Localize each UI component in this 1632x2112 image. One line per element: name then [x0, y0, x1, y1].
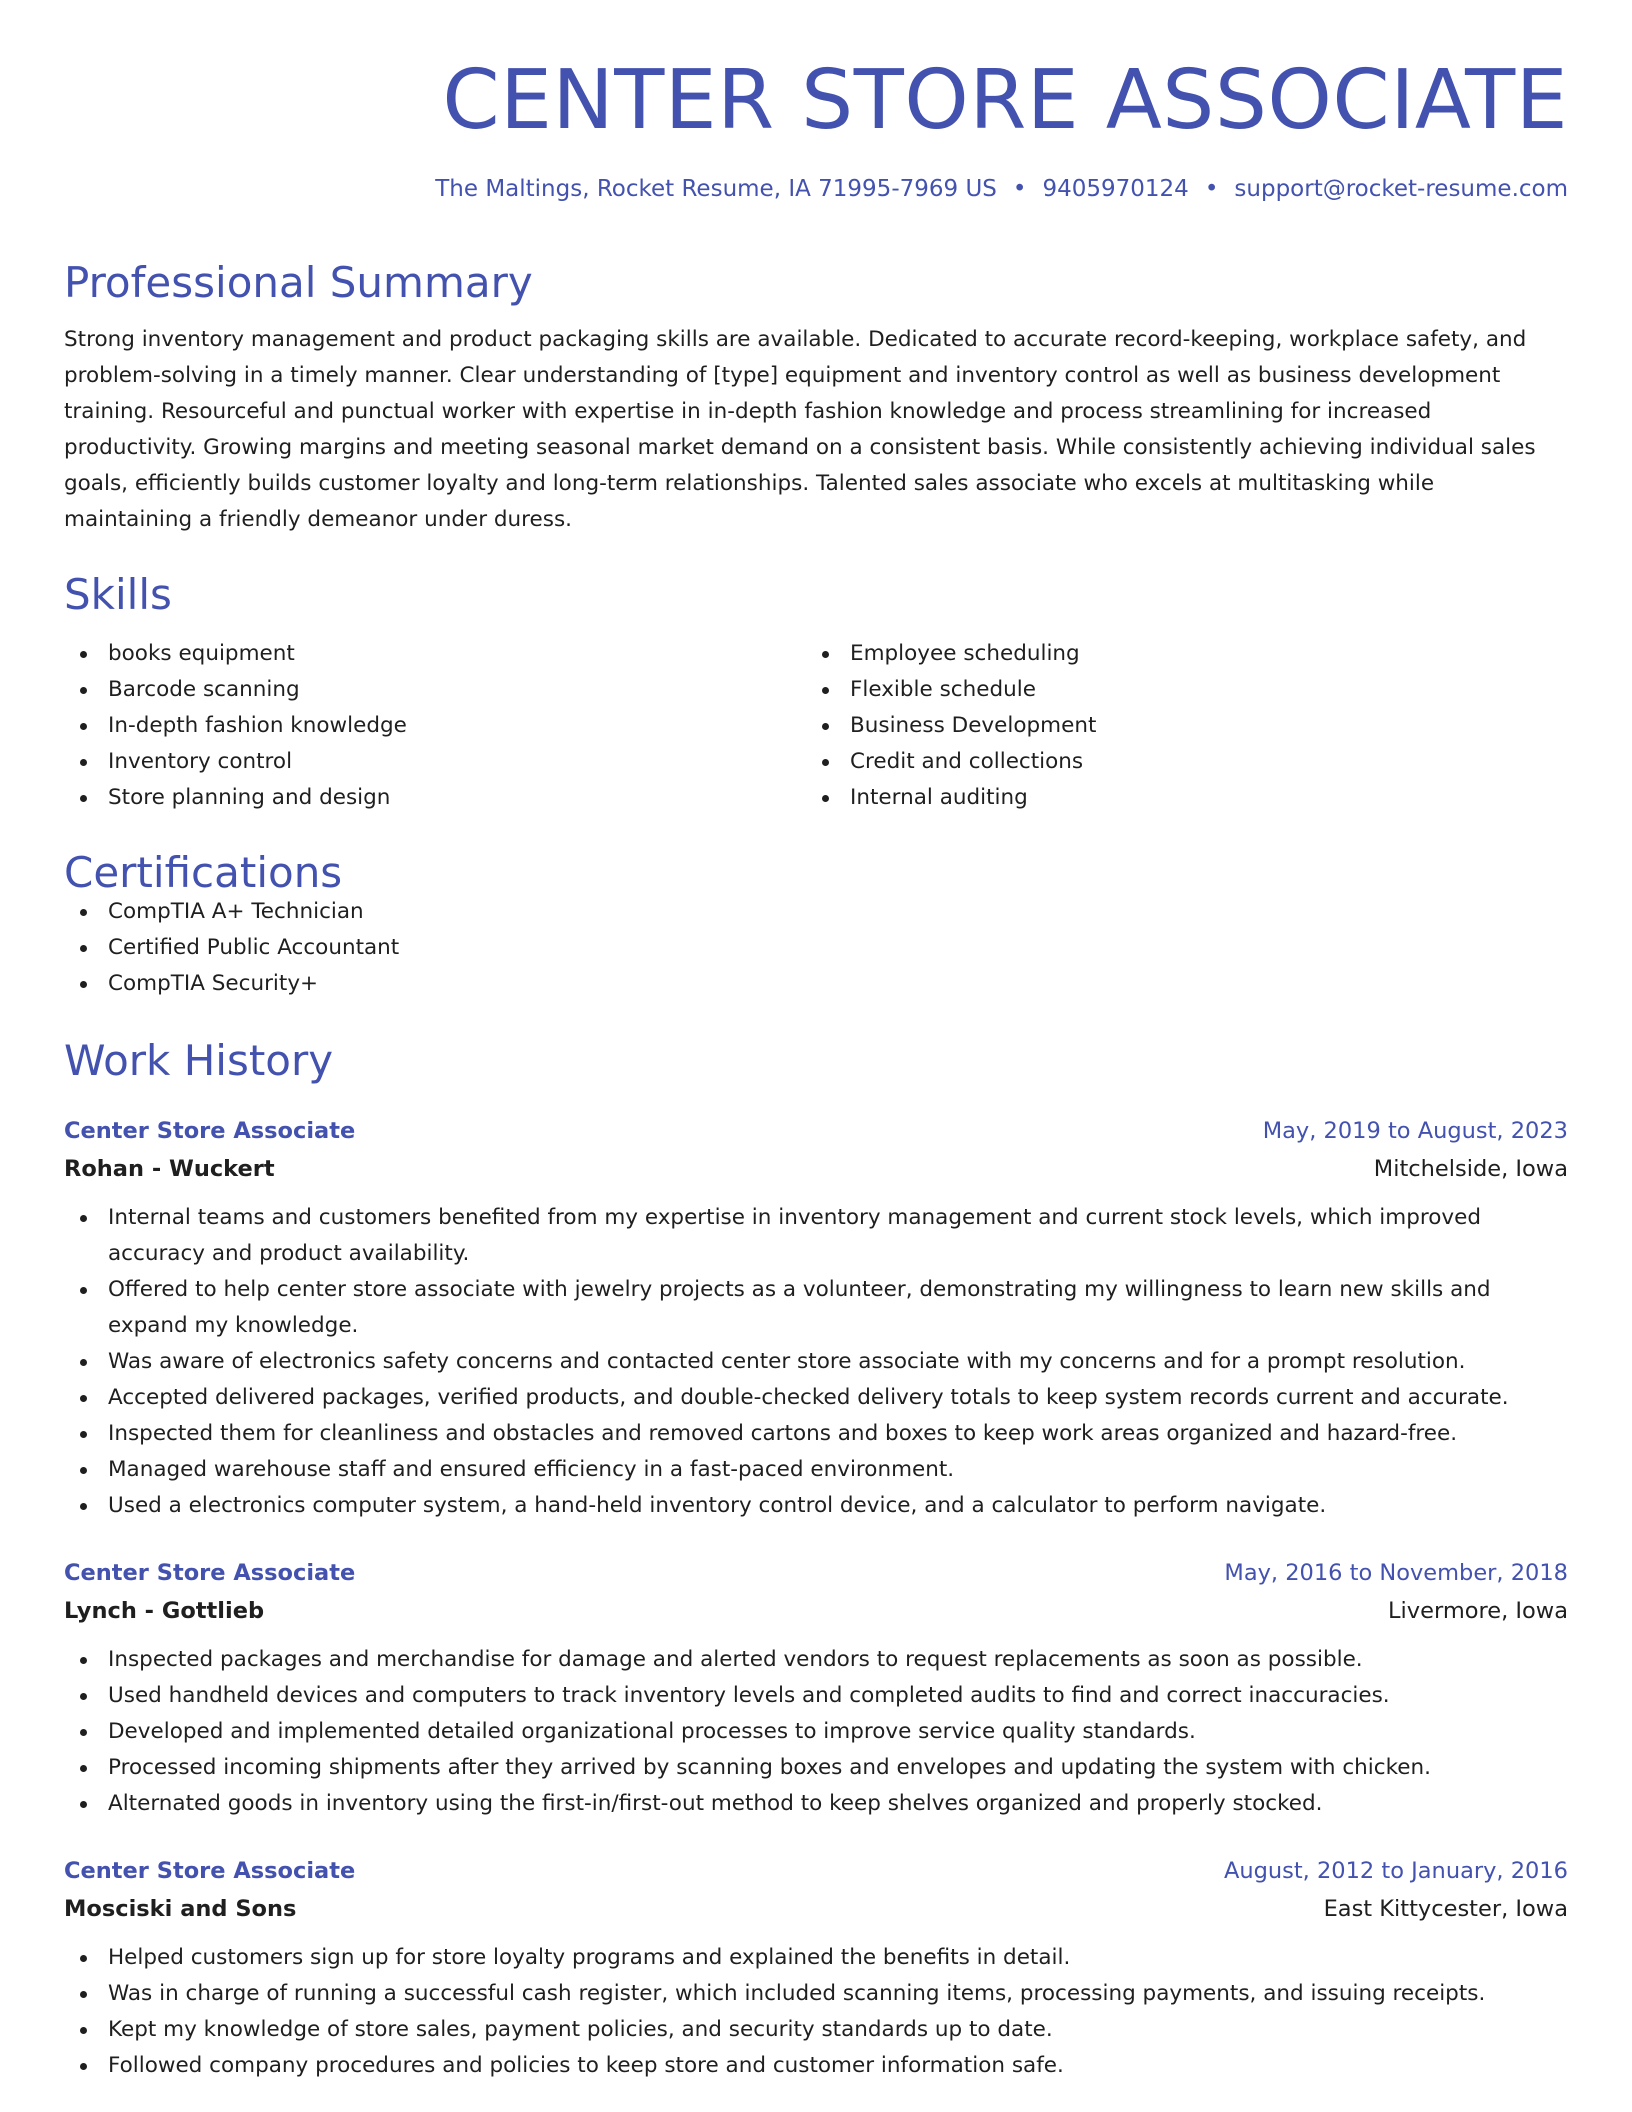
job-dates: May, 2019 to August, 2023 — [1262, 1118, 1568, 1144]
job-company: Rohan - Wuckert — [64, 1156, 275, 1182]
certifications-list — [64, 894, 1568, 1002]
job-bullets — [64, 1940, 1568, 2084]
job-title: Center Store Associate — [64, 1560, 356, 1586]
job-title: Center Store Associate — [64, 1858, 356, 1884]
job-bullet: Developed and implemented detailed organizational processes to improve service quality standards. — [64, 1714, 1568, 1750]
job-bullet: Used a electronics computer system, a hand-held inventory control device, and a calculator to perform navigate. — [64, 1488, 1568, 1524]
job-bullet: Alternated goods in inventory using the first-in/first-out method to keep shelves organized and properly stocked. — [64, 1786, 1568, 1822]
contact-line — [64, 172, 1568, 206]
resume-title: CENTER STORE ASSOCIATE — [442, 53, 1568, 148]
job-location: Mitchelside, Iowa — [1373, 1156, 1568, 1182]
contact-email[interactable]: support@rocket-resume.com — [1234, 176, 1568, 202]
certifications-heading: Certifications — [64, 848, 343, 897]
contact-phone: 9405970124 — [1042, 176, 1189, 202]
skill-item: Store planning and design — [64, 780, 806, 816]
skill-item: Flexible schedule — [806, 672, 1548, 708]
skill-item: Business Development — [806, 708, 1548, 744]
skill-item: Credit and collections — [806, 744, 1548, 780]
job-location: East Kittycester, Iowa — [1323, 1896, 1568, 1922]
job-entry — [64, 1852, 1568, 2084]
skills-column-left — [64, 636, 806, 816]
certification-item: CompTIA A+ Technician — [64, 894, 1568, 930]
job-title: Center Store Associate — [64, 1118, 356, 1144]
certification-item: Certified Public Accountant — [64, 930, 1568, 966]
certification-item: CompTIA Security+ — [64, 966, 1568, 1002]
resume-page — [64, 0, 1568, 2084]
skills-list — [64, 636, 1568, 816]
summary-text: Strong inventory management and product packaging skills are available. Dedicated to accurate record-keeping, workplace safety, and problem-solving in a timely manner. Clear understanding of [type] equipment and inventory control as well as business development training. Resourceful and punctual worker with expertise in in-depth fashion knowledge and process streamlining for increased productivity. Growing margins and meeting seasonal market demand on a consistent basis. While consistently achieving individual sales goals, efficiently builds customer loyalty and long-term relationships. Talented sales associate who excels at multitasking while maintaining a friendly demeanor under duress. — [64, 327, 1536, 532]
job-bullet: Followed company procedures and policies to keep store and customer information safe. — [64, 2048, 1568, 2084]
job-bullet: Processed incoming shipments after they arrived by scanning boxes and envelopes and updating the system with chicken. — [64, 1750, 1568, 1786]
job-bullet: Was in charge of running a successful cash register, which included scanning items, processing payments, and issuing receipts. — [64, 1976, 1568, 2012]
job-location: Livermore, Iowa — [1388, 1598, 1568, 1624]
skill-item: Employee scheduling — [806, 636, 1548, 672]
job-company: Lynch - Gottlieb — [64, 1598, 265, 1624]
job-bullet: Kept my knowledge of store sales, payment policies, and security standards up to date. — [64, 2012, 1568, 2048]
work-history-heading: Work History — [64, 1036, 334, 1085]
job-dates: May, 2016 to November, 2018 — [1224, 1560, 1568, 1586]
job-bullet: Used handheld devices and computers to track inventory levels and completed audits to find and correct inaccuracies. — [64, 1678, 1568, 1714]
job-entry — [64, 1554, 1568, 1822]
job-company: Mosciski and Sons — [64, 1896, 297, 1922]
contact-address: The Maltings, Rocket Resume, IA 71995-7969 US — [435, 176, 997, 202]
skill-item: Internal auditing — [806, 780, 1548, 816]
skills-heading: Skills — [64, 570, 172, 619]
job-bullet: Accepted delivered packages, verified products, and double-checked delivery totals to keep system records current and accurate. — [64, 1380, 1568, 1416]
job-bullet: Offered to help center store associate with jewelry projects as a volunteer, demonstrating my willingness to learn new skills and expand my knowledge. — [64, 1272, 1568, 1344]
job-bullet: Inspected them for cleanliness and obstacles and removed cartons and boxes to keep work areas organized and hazard-free. — [64, 1416, 1568, 1452]
skill-item: In-depth fashion knowledge — [64, 708, 806, 744]
job-bullet: Internal teams and customers benefited from my expertise in inventory management and current stock levels, which improved accuracy and product availability. — [64, 1200, 1568, 1272]
skill-item: Barcode scanning — [64, 672, 806, 708]
job-bullet: Managed warehouse staff and ensured efficiency in a fast-paced environment. — [64, 1452, 1568, 1488]
job-dates: August, 2012 to January, 2016 — [1223, 1858, 1568, 1884]
job-entry — [64, 1112, 1568, 1524]
skill-item: Inventory control — [64, 744, 806, 780]
skills-column-right — [806, 636, 1548, 816]
contact-separator: • — [1204, 176, 1219, 202]
job-bullets — [64, 1642, 1568, 1822]
skill-item: books equipment — [64, 636, 806, 672]
job-bullet: Was aware of electronics safety concerns and contacted center store associate with my concerns and for a prompt resolution. — [64, 1344, 1568, 1380]
job-bullet: Inspected packages and merchandise for damage and alerted vendors to request replacements as soon as possible. — [64, 1642, 1568, 1678]
contact-separator: • — [1012, 176, 1027, 202]
job-bullets — [64, 1200, 1568, 1524]
summary-heading: Professional Summary — [64, 258, 533, 307]
job-bullet: Helped customers sign up for store loyalty programs and explained the benefits in detail. — [64, 1940, 1568, 1976]
